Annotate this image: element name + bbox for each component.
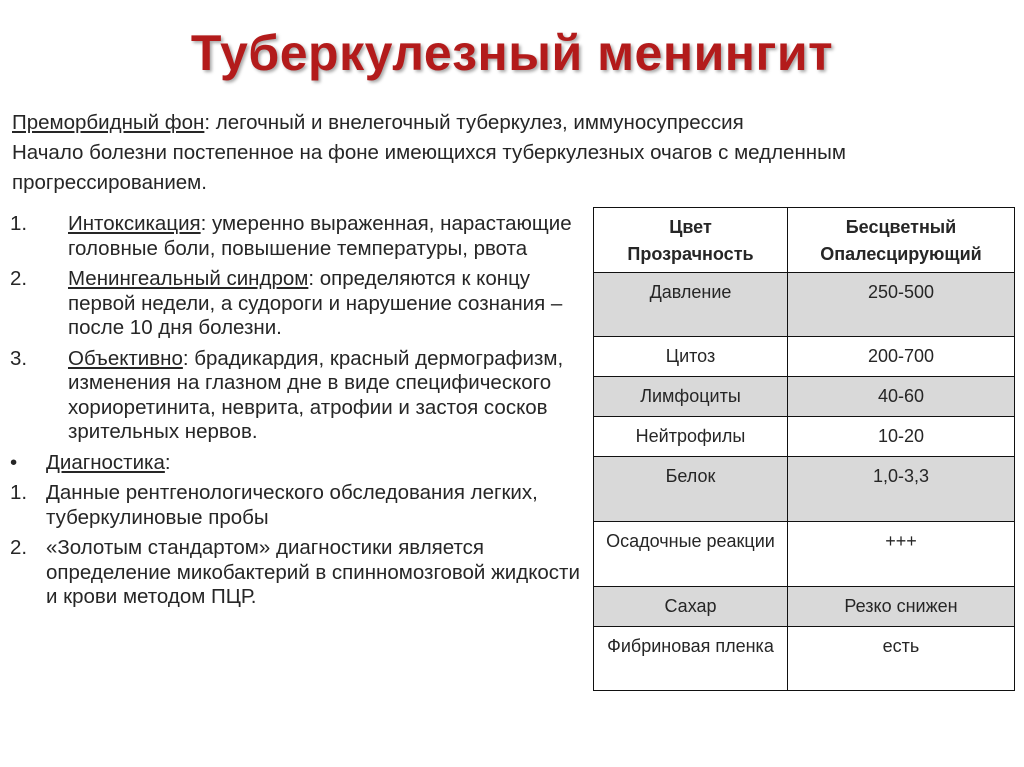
premorbid-text: : легочный и внелегочный туберкулез, иммуносупрессия	[204, 111, 744, 134]
table-row	[594, 417, 1015, 457]
list-item	[10, 267, 590, 341]
table-cell: Сахар	[594, 587, 788, 627]
table-cell: 10-20	[788, 417, 1015, 457]
list-item	[10, 481, 590, 530]
list-item	[10, 347, 590, 445]
table-cell: 40-60	[788, 377, 1015, 417]
table-header-cell: Бесцветный Опалесцирующий	[788, 208, 1015, 273]
table-row	[594, 273, 1015, 337]
premorbid-label: Преморбидный фон	[12, 111, 205, 134]
table-cell: 200-700	[788, 337, 1015, 377]
table-row	[594, 457, 1015, 522]
table-row	[594, 337, 1015, 377]
onset-text: Начало болезни постепенное на фоне имеющихся туберкулезных очагов с медленным прогрессированием.	[12, 141, 846, 194]
table-header-cell: Цвет Прозрачность	[594, 208, 788, 273]
table-cell: Нейтрофилы	[594, 417, 788, 457]
intro-block	[12, 108, 1002, 198]
list-marker: 1.	[10, 212, 28, 235]
table-row	[594, 627, 1015, 691]
list-marker: 3.	[10, 346, 28, 370]
table-cell: Давление	[594, 273, 788, 337]
list-item-text: : умеренно выраженная, нарастающие головные боли, повышение температуры, рвота	[68, 212, 572, 260]
csf-table	[593, 207, 1015, 691]
list-item-text: : определяются к концу первой недели, а судороги и нарушение сознания – после 10 дня болезни.	[68, 267, 563, 339]
table-cell: 1,0-3,3	[788, 457, 1015, 522]
list-marker: 2.	[10, 536, 28, 559]
table-header-row	[594, 208, 1015, 273]
premorbid-line	[12, 108, 1002, 138]
table-cell: есть	[788, 627, 1015, 691]
list-item	[10, 212, 590, 261]
list-item-label: Интоксикация	[68, 212, 201, 235]
list-item-label: Объективно	[68, 346, 183, 370]
table-cell: +++	[788, 522, 1015, 587]
table-cell: Осадочные реакции	[594, 522, 788, 587]
table-cell: Лимфоциты	[594, 377, 788, 417]
list-item-label: Менингеальный синдром	[68, 267, 309, 290]
table-row	[594, 377, 1015, 417]
list-item-label: Диагностика	[46, 450, 165, 474]
list-item	[10, 536, 590, 610]
table-cell: Белок	[594, 457, 788, 522]
list-item-text: : брадикардия, красный дермографизм, изменения на глазном дне в виде специфического хориоретинита, неврита, атрофии и застоя сосков зрительных нервов.	[68, 346, 564, 443]
list-item-text: Данные рентгенологического обследования легких, туберкулиновые пробы	[46, 481, 538, 529]
list-item-text: :	[164, 450, 171, 474]
table-row	[594, 522, 1015, 587]
list-marker: 2.	[10, 267, 28, 290]
table-cell: Резко снижен	[788, 587, 1015, 627]
table-row	[594, 587, 1015, 627]
list-item-text: «Золотым стандартом» диагностики является определение микобактерий в спинномозговой жидкости и крови методом ПЦР.	[46, 536, 580, 608]
slide-title: Туберкулезный менингит	[190, 25, 834, 81]
bullet-marker: •	[10, 450, 18, 474]
list-marker: 1.	[10, 481, 28, 504]
symptom-list	[10, 212, 590, 616]
table-cell: 250-500	[788, 273, 1015, 337]
table-cell: Фибриновая пленка	[594, 627, 788, 691]
list-item	[10, 451, 590, 476]
table-cell: Цитоз	[594, 337, 788, 377]
